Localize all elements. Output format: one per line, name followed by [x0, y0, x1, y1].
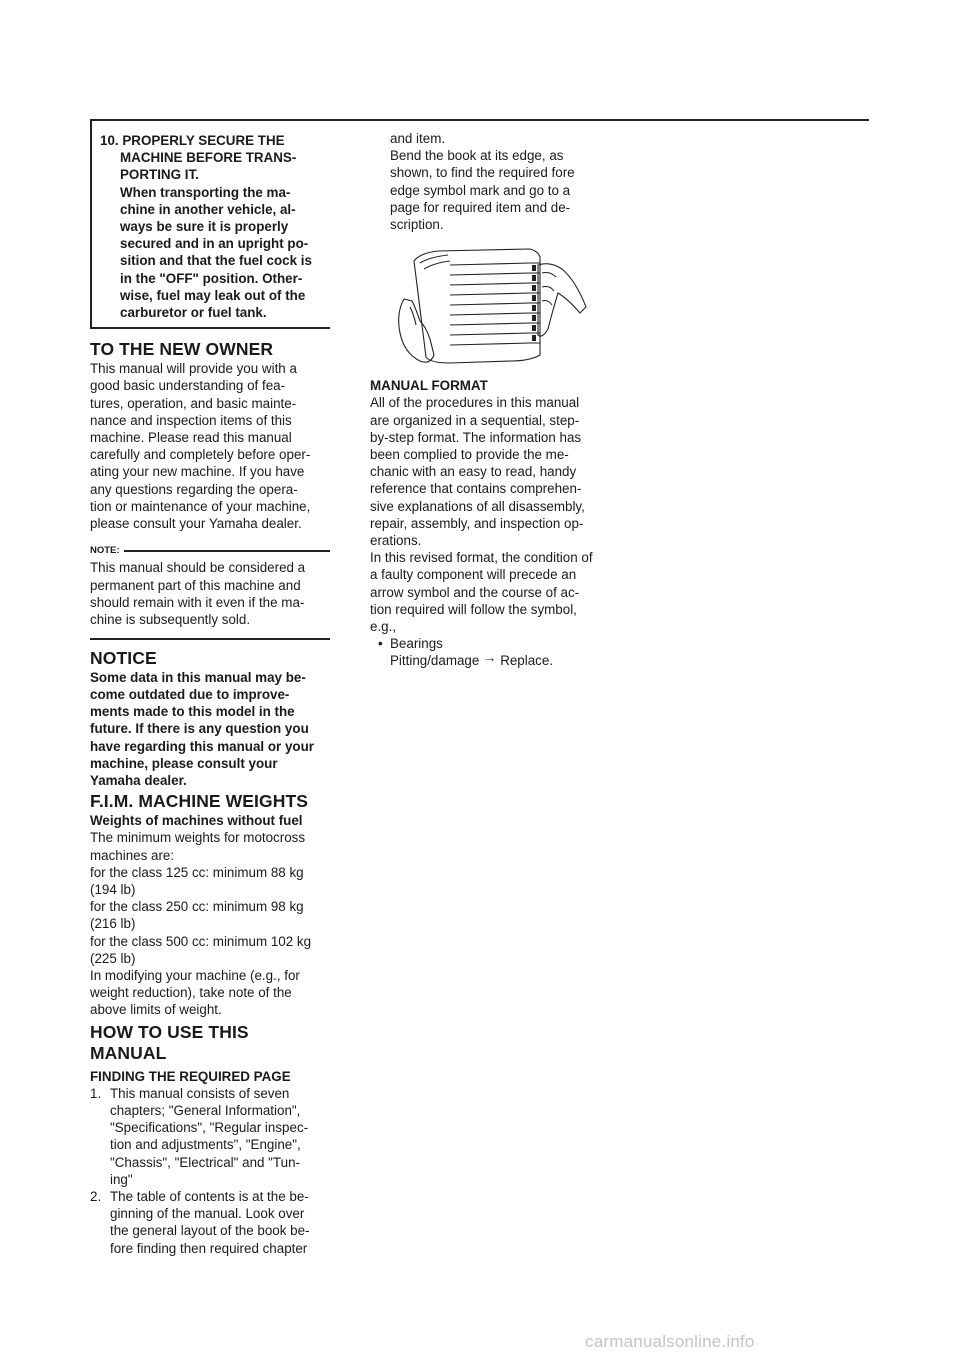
notice-line: ments made to this model in the: [90, 704, 295, 720]
fim-line: (194 lb): [90, 882, 136, 898]
notice-line: Yamaha dealer.: [90, 773, 187, 788]
warning-title-line: MACHINE BEFORE TRANS-: [120, 150, 297, 166]
notice-line: have regarding this manual or your: [90, 738, 314, 754]
notice-heading: NOTICE: [90, 647, 157, 668]
warning-body-line: wise, fuel may leak out of the: [120, 287, 306, 303]
notice-line: future. If there is any question you: [90, 721, 309, 737]
warning-body-line: When transporting the ma-: [120, 184, 291, 200]
notice-line: come outdated due to improve-: [90, 686, 290, 702]
note-label: NOTE:: [90, 545, 120, 557]
fim-line: (216 lb): [90, 916, 136, 932]
list-item-line: ing": [110, 1171, 133, 1187]
manual-format-line: reference that contains comprehen-: [370, 481, 582, 497]
warning-title: [100, 132, 330, 149]
warning-body-line: ways be sure it is properly: [120, 219, 289, 235]
manual-format-line: arrow symbol and the course of ac-: [370, 584, 580, 600]
new-owner-line: tures, operation, and basic mainte-: [90, 395, 297, 411]
manual-format-line: repair, assembly, and inspection op-: [370, 515, 584, 531]
note-line: should remain with it even if the ma-: [90, 594, 305, 610]
warning-number: 10.: [100, 133, 119, 148]
note-line: chine is subsequently sold.: [90, 612, 251, 628]
warning-body-line: carburetor or fuel tank.: [120, 305, 267, 321]
new-owner-line: This manual will provide you with a: [90, 361, 297, 377]
manual-format-line: tion required will follow the symbol,: [370, 601, 577, 617]
warning-body-line: in the "OFF" position. Other-: [120, 270, 303, 286]
fim-line: (225 lb): [90, 950, 136, 966]
example-line: [370, 652, 608, 669]
list-item-line: page for required item and de-: [390, 199, 571, 215]
list-item-line: The table of contents is at the be-: [110, 1189, 309, 1205]
notice-line: Some data in this manual may be-: [90, 669, 306, 685]
list-item-line: Bend the book at its edge, as: [390, 148, 564, 164]
list-item-line: "Specifications", "Regular inspec-: [110, 1120, 309, 1136]
new-owner-line: good basic understanding of fea-: [90, 378, 286, 394]
new-owner-heading: TO THE NEW OWNER: [90, 339, 274, 360]
fim-line: for the class 500 cc: minimum 102 kg: [90, 933, 312, 949]
new-owner-line: carefully and completely before oper-: [90, 447, 311, 463]
list-item-line: tion and adjustments", "Engine",: [110, 1137, 301, 1153]
fim-subheading: Weights of machines without fuel: [90, 813, 303, 829]
new-owner-line: nance and inspection items of this: [90, 412, 292, 428]
manual-format-line: sive explanations of all disassembly,: [370, 498, 585, 514]
list-item-line: This manual consists of seven: [110, 1085, 290, 1101]
fim-line: In modifying your machine (e.g., for: [90, 968, 300, 984]
manual-format-line: are organized in a sequential, step-: [370, 412, 580, 428]
warning-body-line: secured and in an upright po-: [120, 236, 309, 252]
bullet-icon: •: [378, 636, 383, 652]
note-line: permanent part of this machine and: [90, 577, 301, 593]
fim-line: above limits of weight.: [90, 1002, 222, 1018]
example-action: Replace.: [500, 653, 554, 669]
list-item-line: chapters; "General Information",: [110, 1103, 301, 1119]
left-column: [90, 130, 330, 1257]
list-item-line: and item.: [390, 131, 446, 146]
new-owner-line: any questions regarding the opera-: [90, 481, 298, 497]
note-rule: [124, 550, 330, 552]
list-item-line: the general layout of the book be-: [110, 1223, 310, 1239]
list-item-line: ginning of the manual. Look over: [110, 1206, 305, 1222]
fim-line: for the class 250 cc: minimum 98 kg: [90, 899, 304, 915]
list-item: [90, 1188, 330, 1205]
how-to-heading: HOW TO USE THIS MANUAL: [90, 1021, 249, 1063]
arrow-icon: →: [483, 650, 497, 666]
notice-line: machine, please consult your: [90, 755, 278, 771]
new-owner-line: ating your new machine. If you have: [90, 464, 305, 480]
example-condition: Pitting/damage: [390, 653, 480, 669]
new-owner-line: machine. Please read this manual: [90, 430, 292, 446]
how-to-subheading: FINDING THE REQUIRED PAGE: [90, 1068, 291, 1084]
list-item-line: edge symbol mark and go to a: [390, 182, 571, 198]
manual-format-line: All of the procedures in this manual: [370, 395, 580, 411]
list-item: [90, 1085, 330, 1102]
manual-format-heading: MANUAL FORMAT: [370, 378, 488, 394]
list-item-line: fore finding then required chapter: [110, 1240, 308, 1256]
new-owner-line: tion or maintenance of your machine,: [90, 498, 311, 514]
list-item-line: "Chassis", "Electrical" and "Tun-: [110, 1154, 300, 1170]
list-item-number: 2.: [90, 1189, 102, 1205]
book-illustration: [390, 243, 590, 369]
manual-format-line: by-step format. The information has: [370, 429, 582, 445]
list-item-number: 1.: [90, 1085, 102, 1101]
warning-body-line: chine in another vehicle, al-: [120, 201, 296, 217]
manual-format-line: a faulty component will precede an: [370, 567, 577, 583]
fim-line: machines are:: [90, 847, 175, 863]
manual-format-line: e.g.,: [370, 619, 397, 635]
note-end-rule: [90, 638, 330, 640]
book-edge-illustration: [390, 243, 590, 369]
note-header: [90, 542, 330, 559]
manual-format-line: erations.: [370, 533, 422, 549]
footer-watermark: carmanualsonline.info: [585, 1332, 755, 1351]
warning-title-line: PORTING IT.: [120, 167, 199, 183]
fim-line: The minimum weights for motocross: [90, 830, 306, 846]
note-line: This manual should be considered a: [90, 560, 306, 576]
bullet-label: Bearings: [390, 636, 443, 652]
manual-format-line: In this revised format, the condition of: [370, 550, 593, 566]
list-item-line: shown, to find the required fore: [390, 165, 575, 181]
new-owner-line: please consult your Yamaha dealer.: [90, 516, 302, 532]
fim-line: weight reduction), take note of the: [90, 985, 292, 1001]
fim-line: for the class 125 cc: minimum 88 kg: [90, 864, 304, 880]
list-item-line: scription.: [390, 217, 444, 233]
manual-format-line: been complied to provide the me-: [370, 447, 569, 463]
fim-heading: F.I.M. MACHINE WEIGHTS: [90, 791, 309, 812]
manual-format-line: chanic with an easy to read, handy: [370, 464, 577, 480]
warning-box: [90, 120, 330, 329]
right-column: [370, 130, 608, 670]
warning-title-line: PROPERLY SECURE THE: [122, 133, 285, 148]
warning-body-line: sition and that the fuel cock is: [120, 253, 312, 269]
